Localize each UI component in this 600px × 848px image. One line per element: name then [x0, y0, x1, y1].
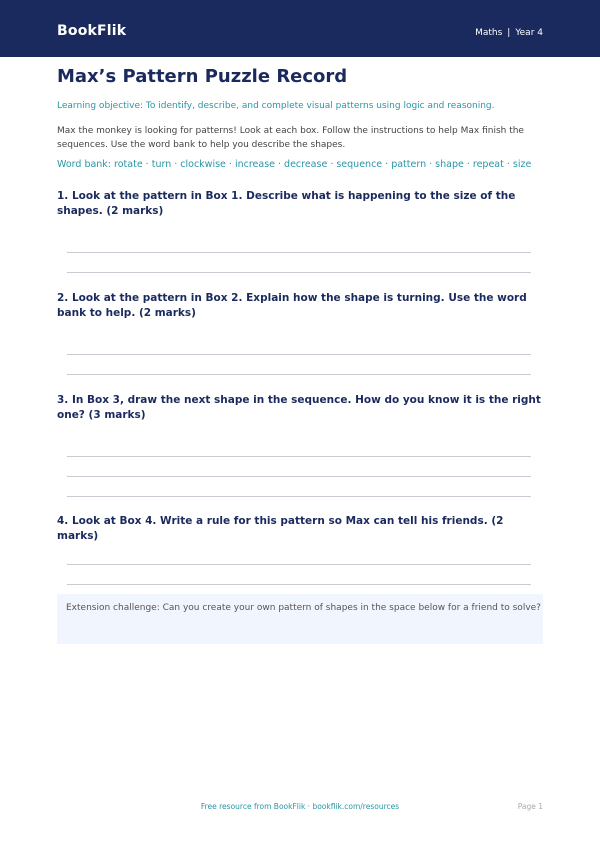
page-number: Page 1	[517, 802, 543, 811]
breadcrumb	[475, 28, 543, 38]
answer-line[interactable]	[67, 456, 531, 457]
extension-challenge-text: Extension challenge: Can you create your own pattern of shapes in the space below for a friend to solve?	[66, 603, 541, 613]
question-2: 2. Look at the pattern in Box 2. Explain how the shape is turning. Use the word bank to help. (2 marks)	[57, 292, 527, 319]
footer-credit-link[interactable]: Free resource from BookFlik · bookflik.com/resources	[200, 802, 400, 811]
answer-line[interactable]	[67, 252, 531, 253]
answer-line[interactable]	[67, 476, 531, 477]
word-bank: Word bank: rotate · turn · clockwise · increase · decrease · sequence · pattern · shape · repeat · size	[57, 159, 532, 170]
learning-objective: Learning objective: To identify, describe, and complete visual patterns using logic and reasoning.	[57, 101, 495, 111]
answer-line[interactable]	[67, 496, 531, 497]
answer-line[interactable]	[67, 272, 531, 273]
instructions-text: Max the monkey is looking for patterns! Look at each box. Follow the instructions to help Max finish the sequences. Use the word bank to help you describe the shapes.	[57, 126, 524, 150]
answer-line[interactable]	[67, 564, 531, 565]
brand-logo[interactable]: BookFlik	[57, 23, 127, 39]
question-4: 4. Look at Box 4. Write a rule for this pattern so Max can tell his friends. (2 marks)	[57, 515, 504, 542]
worksheet-title: Max’s Pattern Puzzle Record	[57, 66, 348, 87]
extension-challenge-box[interactable]	[57, 594, 543, 644]
answer-line[interactable]	[67, 354, 531, 355]
question-1: 1. Look at the pattern in Box 1. Describe what is happening to the size of the shapes. (2 marks)	[57, 190, 516, 217]
breadcrumb-year[interactable]: Year 4	[515, 28, 543, 38]
answer-line[interactable]	[67, 374, 531, 375]
question-3: 3. In Box 3, draw the next shape in the sequence. How do you know it is the right one? (3 marks)	[57, 394, 541, 421]
answer-line[interactable]	[67, 584, 531, 585]
breadcrumb-separator: |	[507, 28, 511, 38]
breadcrumb-subject[interactable]: Maths	[475, 28, 503, 38]
site-header	[0, 0, 600, 57]
